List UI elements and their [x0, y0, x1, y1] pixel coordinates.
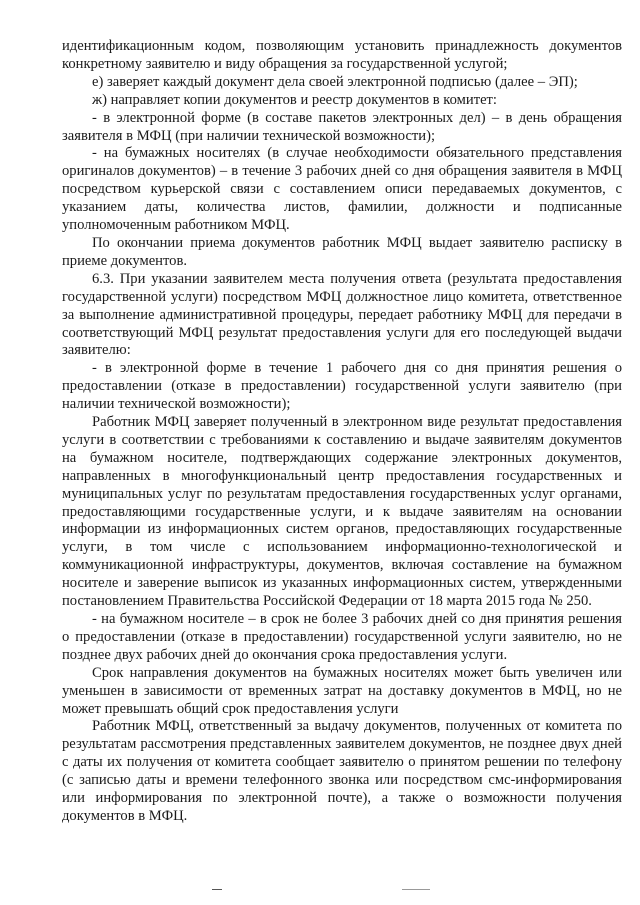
paragraph-notification: Работник МФЦ, ответственный за выдачу документов, полученных от комитета по результатам рассмотрения представленных заявителем документов, не позднее двух дней с даты их получения от комитета сообщает заявителю о принятом решении по телефону (с записью даты и времени телефонного звонка или посредством смс-информирования или информирования по электронной почте), а также о возможности получения документов в МФЦ.	[62, 718, 622, 824]
scan-artifact-line	[402, 889, 430, 890]
paragraph-item-e: е) заверяет каждый документ дела своей электронной подписью (далее – ЭП);	[92, 73, 578, 90]
bullet-paper-result: - на бумажном носителе – в срок не более 3 рабочих дней со дня принятия решения о предоставлении (отказе в предоставлении) государственной услуги заявителю, но не позднее двух рабочих дней до окончания срока предоставления услуги.	[62, 611, 622, 663]
paragraph-mfc-certification: Работник МФЦ заверяет полученный в электронном виде результат предоставления услуги в соответствии с требованиями к составлению и выдаче заявителям документов на бумажном носителе, подтверждающих содержание электронных документов, направленных в многофункциональный центр предоставления государственных и муниципальных услуг по результатам предоставления государственных услуг органами, предоставляющими государственные услуги, и к выдаче заявителям на основании информации из информационных систем органов, предоставляющих государственные услуги, в том числе с использованием информационно-технологической и коммуникационной инфраструктуры, документов, включая составление на бумажном носителе и заверение выписок из указанных информационных систем, утвержденными постановлением Правительства Российской Федерации от 18 марта 2015 года № 250.	[62, 414, 622, 610]
paragraph-continuation: идентификационным кодом, позволяющим установить принадлежность документов конкретному заявителю и виду обращения за государственной услугой;	[62, 38, 622, 72]
paragraph-delivery-term: Срок направления документов на бумажных носителях может быть увеличен или уменьшен в зависимости от временных затрат на доставку документов в МФЦ, но не может превышать общий срок предоставления услуги	[62, 664, 622, 717]
scan-artifact-line	[212, 889, 222, 890]
document-page	[62, 38, 622, 826]
paragraph-item-zh: ж) направляет копии документов и реестр документов в комитет:	[92, 91, 497, 108]
paragraph-section-6-3: 6.3. При указании заявителем места получения ответа (результата предоставления государственной услуги) посредством МФЦ должностное лицо комитета, ответственное за выполнение административной процедуры, передает работнику МФЦ для передачи в соответствующий МФЦ результат предоставления услуги для его последующей выдачи заявителю:	[62, 270, 622, 359]
bullet-electronic-result: - в электронной форме в течение 1 рабочего дня со дня принятия решения о предоставлении (отказе в предоставлении) государственной услуги заявителю (при наличии технической возможности);	[62, 360, 622, 413]
bullet-electronic-form: - в электронной форме (в составе пакетов электронных дел) – в день обращения заявителя в МФЦ (при наличии технической возможности);	[62, 109, 622, 144]
bullet-paper-form: - на бумажных носителях (в случае необходимости обязательного представления оригиналов документов) – в течение 3 рабочих дней со дня обращения заявителя в МФЦ посредством курьерской связи с составлением описи передаваемых документов, с указанием даты, количества листов, фамилии, должности и подписанные уполномоченным работником МФЦ.	[62, 145, 622, 234]
paragraph-receipt: По окончании приема документов работник МФЦ выдает заявителю расписку в приеме документов.	[62, 234, 622, 269]
